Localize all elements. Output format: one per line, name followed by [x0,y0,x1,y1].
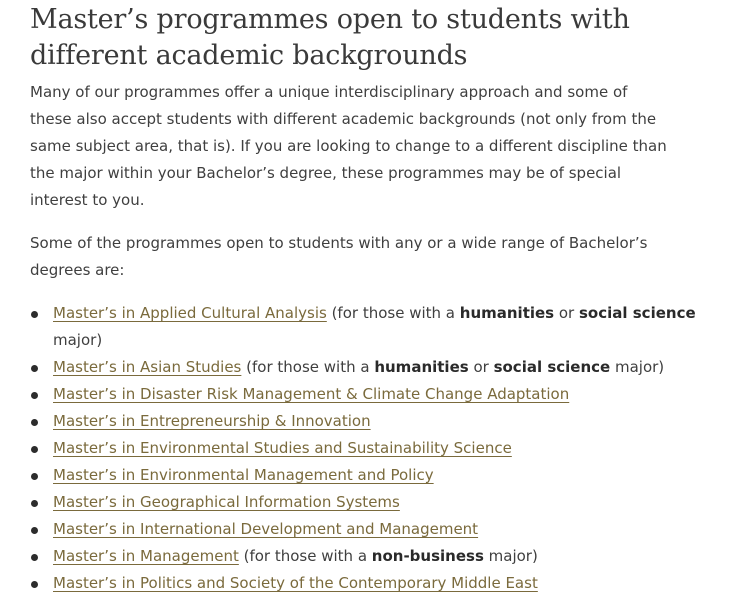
list-item [30,300,703,354]
lead-paragraph: Some of the programmes open to students with any or a wide range of Bachelor’s degrees are: [30,234,648,279]
programme-note-bold: humanities [459,304,555,322]
bullet-icon [31,527,38,534]
programme-link-environmental-studies[interactable]: Master’s in Environmental Studies and Sustainability Science [53,439,512,457]
programme-note: or [468,358,494,376]
programme-link-international-development[interactable]: Master’s in International Development and Management [53,520,479,538]
programme-note-bold: humanities [374,358,469,376]
programme-link-gis[interactable]: Master’s in Geographical Information Systems [53,493,400,511]
bullet-icon [31,500,38,507]
bullet-icon [31,554,38,561]
intro-paragraph: Many of our programmes offer a unique interdisciplinary approach and some of these also accept students with different academic backgrounds (not only from the same subject area, that is). If you are looking to change to a different discipline than the major within your Bachelor’s degree, these programmes may be of special interest to you. [30,83,667,209]
programme-note: (for those with a [238,547,372,565]
bullet-icon [31,446,38,453]
list-item [30,489,703,516]
list-item [30,408,703,435]
list-item [30,543,703,570]
list-item [30,354,703,381]
list-item [30,435,703,462]
list-item [30,570,703,597]
programme-link-asian-studies[interactable]: Master’s in Asian Studies [53,358,242,376]
programme-link-management[interactable]: Master’s in Management [53,547,239,565]
programme-link-disaster-risk[interactable]: Master’s in Disaster Risk Management & Climate Change Adaptation [53,385,570,403]
programme-list [30,300,720,597]
programme-note-bold: social science [579,304,696,322]
list-item [30,516,703,543]
programme-note: major) [483,547,538,565]
list-item [30,462,703,489]
programme-note-bold: social science [493,358,611,376]
bullet-icon [31,473,38,480]
programme-link-applied-cultural-analysis[interactable]: Master’s in Applied Cultural Analysis [53,304,327,322]
bullet-icon [31,392,38,399]
bullet-icon [31,311,38,318]
programme-note: or [554,304,579,322]
programme-note: major) [610,358,665,376]
bullet-icon [31,581,38,588]
programme-note: major) [53,331,103,349]
programme-note: (for those with a [326,304,460,322]
programme-link-entrepreneurship[interactable]: Master’s in Entrepreneurship & Innovation [53,412,371,430]
bullet-icon [31,365,38,372]
list-item [30,381,703,408]
main-content [30,0,720,597]
programme-note-bold: non-business [371,547,484,565]
page-title: Master’s programmes open to students with different academic backgrounds [30,4,630,71]
programme-note: (for those with a [241,358,375,376]
programme-link-middle-east[interactable]: Master’s in Politics and Society of the Contemporary Middle East [53,574,538,592]
programme-link-environmental-management[interactable]: Master’s in Environmental Management and Policy [53,466,434,484]
bullet-icon [31,419,38,426]
